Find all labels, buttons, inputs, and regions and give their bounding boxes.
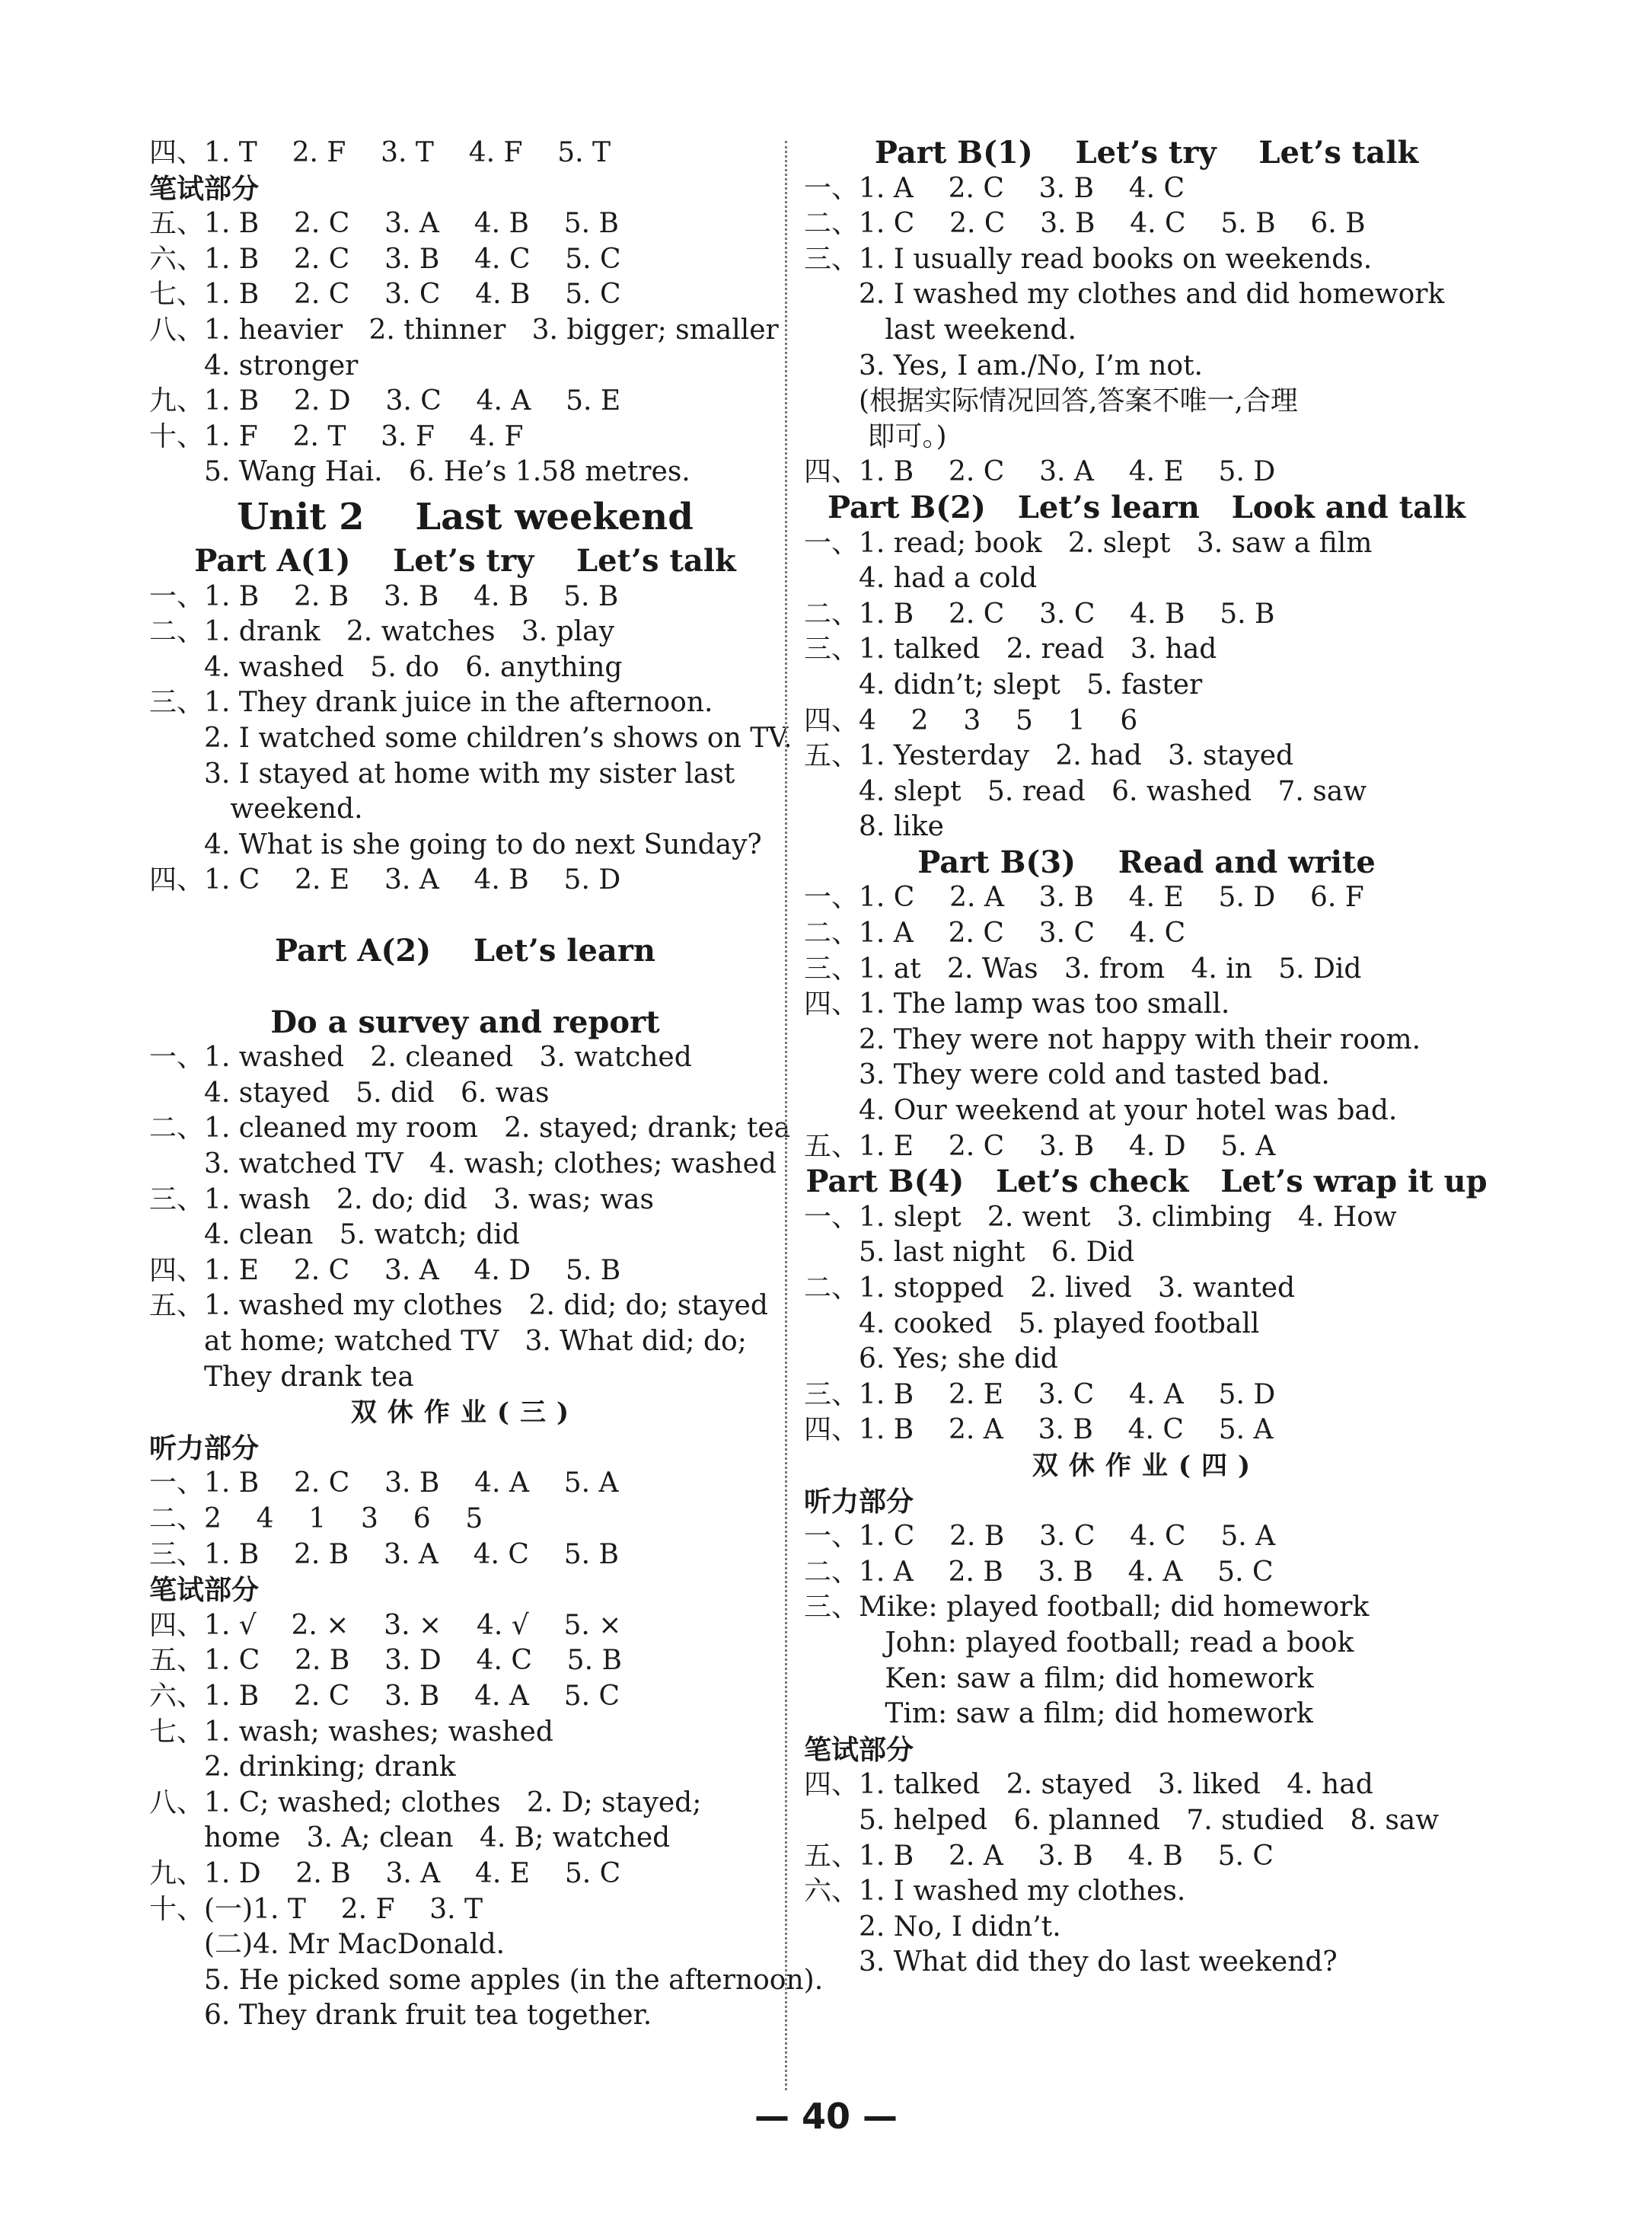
answer-line: 三、1. B 2. B 3. A 4. C 5. B — [149, 1538, 619, 1570]
answer-line-continued: 4. clean 5. watch; did — [204, 1219, 520, 1251]
answer-line-continued: 4. didn’t; slept 5. faster — [859, 669, 1203, 701]
answer-line: 五、1. B 2. C 3. A 4. B 5. B — [149, 208, 619, 240]
answer-line-continued: 4. washed 5. do 6. anything — [204, 651, 623, 683]
homework-title: 双休作业(三) — [350, 1397, 580, 1429]
answer-line: 二、2 4 1 3 6 5 — [149, 1502, 483, 1534]
answer-line: 二、1. A 2. C 3. C 4. C — [804, 918, 1186, 950]
answer-line: 六、1. B 2. C 3. B 4. C 5. C — [149, 243, 621, 275]
answer-line: 三、1. B 2. E 3. C 4. A 5. D — [804, 1378, 1276, 1410]
answer-line-continued: last weekend. — [859, 314, 1076, 346]
homework-title: 双休作业(四) — [1032, 1450, 1261, 1481]
answer-line-continued: 2. No, I didn’t. — [859, 1911, 1061, 1943]
section-heading: Part A(2) Let’s learn — [275, 933, 655, 969]
answer-line: 一、1. C 2. A 3. B 4. E 5. D 6. F — [804, 882, 1364, 914]
answer-line-continued: weekend. — [204, 793, 363, 825]
answer-line-continued: 4. slept 5. read 6. washed 7. saw — [859, 775, 1367, 807]
answer-line: 四、1. √ 2. × 3. × 4. √ 5. × — [149, 1609, 622, 1641]
answer-line-continued: 3. They were cold and tasted bad. — [859, 1059, 1330, 1091]
answer-line: 九、1. D 2. B 3. A 4. E 5. C — [149, 1857, 621, 1889]
column-divider — [785, 141, 787, 2090]
answer-line: 四、1. C 2. E 3. A 4. B 5. D — [149, 864, 621, 896]
answer-line-continued: 即可。) — [859, 420, 947, 452]
left-column — [149, 136, 824, 2034]
answer-line-continued: (根据实际情况回答,答案不唯一,合理 — [859, 385, 1298, 417]
answer-line-continued: Tim: saw a film; did homework — [859, 1698, 1313, 1730]
answer-line: 四、1. talked 2. stayed 3. liked 4. had — [804, 1769, 1373, 1801]
answer-line: 四、1. B 2. A 3. B 4. C 5. A — [804, 1414, 1274, 1446]
answer-line: 一、1. B 2. B 3. B 4. B 5. B — [149, 580, 619, 612]
answer-line-continued: (二)4. Mr MacDonald. — [204, 1929, 505, 1961]
answer-line: 五、1. C 2. B 3. D 4. C 5. B — [149, 1645, 622, 1677]
answer-line: 三、Mike: played football; did homework — [804, 1592, 1370, 1623]
answer-line: 四、1. E 2. C 3. A 4. D 5. B — [149, 1254, 621, 1286]
subsection-label: 听力部分 — [804, 1485, 914, 1518]
answer-line-continued: They drank tea — [204, 1361, 414, 1393]
answer-line — [149, 899, 781, 934]
unit-title: Unit 2 Last weekend — [237, 495, 694, 538]
answer-line-continued: 5. last night 6. Did — [859, 1237, 1135, 1269]
answer-line-continued: home 3. A; clean 4. B; watched — [204, 1822, 671, 1854]
section-heading: Part B(4) Let’s check Let’s wrap it up — [805, 1164, 1488, 1200]
subsection-label: 笔试部分 — [149, 1574, 260, 1607]
answer-line-continued: 4. What is she going to do next Sunday? — [204, 828, 762, 860]
section-heading: Part B(3) Read and write — [917, 844, 1376, 880]
section-heading: Part B(1) Let’s try Let’s talk — [874, 135, 1419, 171]
answer-line: 六、1. I washed my clothes. — [804, 1876, 1186, 1908]
answer-line-continued: 2. I washed my clothes and did homework — [859, 279, 1445, 311]
answer-line: 一、1. A 2. C 3. B 4. C — [804, 172, 1185, 204]
answer-line: 二、1. B 2. C 3. C 4. B 5. B — [804, 598, 1275, 630]
answer-line-continued: 4. Our weekend at your hotel was bad. — [859, 1095, 1398, 1127]
answer-line: 七、1. wash; washes; washed — [149, 1716, 553, 1748]
answer-line-continued: 5. He picked some apples (in the afternoon). — [204, 1964, 824, 1996]
answer-line-continued: 4. cooked 5. played football — [859, 1307, 1260, 1339]
answer-line-continued: Ken: saw a film; did homework — [859, 1662, 1314, 1694]
answer-line-continued: 6. Yes; she did — [859, 1343, 1058, 1375]
answer-line: 二、1. C 2. C 3. B 4. C 5. B 6. B — [804, 208, 1366, 240]
section-heading: Part B(2) Let’s learn Look and talk — [828, 489, 1465, 525]
answer-line-continued: 4. stronger — [204, 350, 359, 382]
answer-line: 一、1. B 2. C 3. B 4. A 5. A — [149, 1467, 619, 1499]
answer-line-continued: 3. I stayed at home with my sister last — [204, 758, 735, 790]
answer-line-continued: 3. Yes, I am./No, I’m not. — [859, 350, 1204, 382]
answer-line-continued: 5. helped 6. planned 7. studied 8. saw — [859, 1804, 1440, 1836]
answer-line: 五、1. E 2. C 3. B 4. D 5. A — [804, 1130, 1276, 1162]
answer-line: 四、1. The lamp was too small. — [804, 988, 1230, 1020]
answer-line-continued: 2. They were not happy with their room. — [859, 1023, 1421, 1055]
subsection-label: 听力部分 — [149, 1432, 260, 1464]
answer-line: 一、1. C 2. B 3. C 4. C 5. A — [804, 1521, 1276, 1553]
right-column — [804, 136, 1489, 1981]
answer-line: 三、1. They drank juice in the afternoon. — [149, 687, 713, 719]
answer-line: 三、1. talked 2. read 3. had — [804, 634, 1217, 666]
subsection-label: 笔试部分 — [804, 1733, 914, 1766]
answer-line-continued: 6. They drank fruit tea together. — [204, 2000, 652, 2032]
section-heading: Part A(1) Let’s try Let’s talk — [194, 542, 736, 579]
answer-line: 一、1. read; book 2. slept 3. saw a film — [804, 527, 1373, 559]
answer-line: 二、1. stopped 2. lived 3. wanted — [804, 1272, 1296, 1304]
answer-line: 四、1. T 2. F 3. T 4. F 5. T — [149, 137, 611, 168]
answer-line: 六、1. B 2. C 3. B 4. A 5. C — [149, 1680, 620, 1712]
answer-line: 四、4 2 3 5 1 6 — [804, 704, 1138, 736]
answer-line: 三、1. at 2. Was 3. from 4. in 5. Did — [804, 953, 1362, 985]
page-number: — 40 — — [754, 2096, 898, 2137]
section-heading: Do a survey and report — [270, 1004, 660, 1040]
answer-line: 四、1. B 2. C 3. A 4. E 5. D — [804, 456, 1276, 488]
answer-line: 三、1. wash 2. do; did 3. was; was — [149, 1183, 654, 1215]
answer-line: 二、1. drank 2. watches 3. play — [149, 616, 614, 648]
answer-line: 五、1. washed my clothes 2. did; do; stayed — [149, 1290, 768, 1322]
answer-line: 五、1. Yesterday 2. had 3. stayed — [804, 740, 1294, 772]
answer-line: 二、1. A 2. B 3. B 4. A 5. C — [804, 1556, 1274, 1588]
answer-line-continued: 8. like — [859, 811, 944, 843]
answer-line: 一、1. washed 2. cleaned 3. watched — [149, 1042, 692, 1074]
answer-line-continued: 3. What did they do last weekend? — [859, 1946, 1338, 1978]
answer-line: 三、1. I usually read books on weekends. — [804, 243, 1373, 275]
answer-line: 七、1. B 2. C 3. C 4. B 5. C — [149, 279, 621, 311]
answer-line: 八、1. heavier 2. thinner 3. bigger; smaller — [149, 314, 779, 346]
answer-line: 一、1. slept 2. went 3. climbing 4. How — [804, 1201, 1397, 1233]
answer-line: 八、1. C; washed; clothes 2. D; stayed; — [149, 1786, 702, 1818]
answer-line: 十、(一)1. T 2. F 3. T — [149, 1893, 483, 1925]
answer-line: 二、1. cleaned my room 2. stayed; drank; tea — [149, 1113, 791, 1145]
answer-line: 九、1. B 2. D 3. C 4. A 5. E — [149, 385, 621, 417]
answer-line-continued: John: played football; read a book — [859, 1627, 1354, 1659]
subsection-label: 笔试部分 — [149, 172, 260, 205]
answer-line-continued: 4. stayed 5. did 6. was — [204, 1077, 550, 1109]
answer-line-continued: 2. drinking; drank — [204, 1751, 456, 1783]
answer-line: 十、1. F 2. T 3. F 4. F — [149, 420, 524, 452]
answer-line-continued: 5. Wang Hai. 6. He’s 1.58 metres. — [204, 456, 690, 488]
answer-line: 五、1. B 2. A 3. B 4. B 5. C — [804, 1840, 1274, 1872]
answer-line-continued: 2. I watched some children’s shows on TV. — [204, 722, 793, 754]
answer-line-continued: 4. had a cold — [859, 563, 1038, 595]
answer-line — [149, 969, 781, 1005]
answer-line-continued: at home; watched TV 3. What did; do; — [204, 1326, 747, 1357]
answer-line-continued: 3. watched TV 4. wash; clothes; washed — [204, 1148, 777, 1180]
